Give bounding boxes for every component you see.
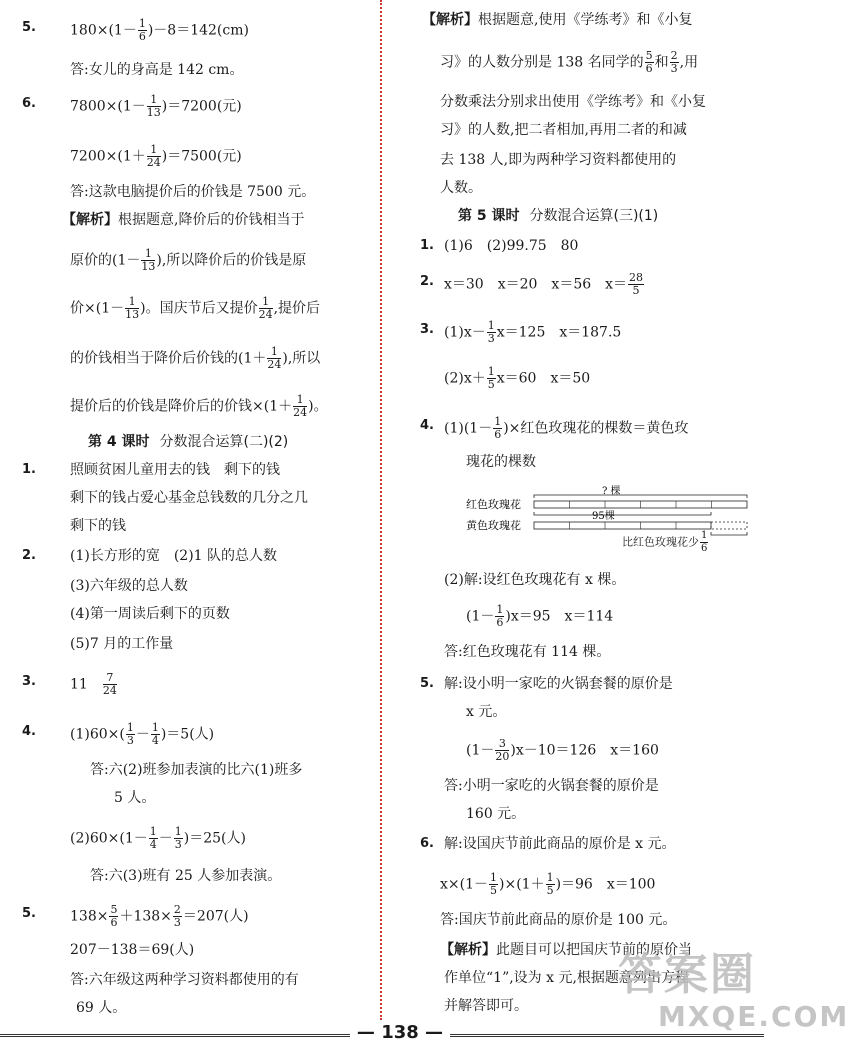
item-number: 5. [22, 20, 36, 35]
s4-calc-2: (2)60×(1－ $\frac{1}{4}$ － $\frac{1}{3}$ )＝25(人) [70, 825, 246, 851]
q6-analysis-1: 【解析】根据题意,降价后的价钱相当于 [62, 212, 305, 228]
diagram-brace-less [711, 532, 747, 535]
jx-line-3: 分数乘法分别求出使用《学练考》和《小复 [440, 94, 706, 110]
q6-analysis-3: 价×(1－ $\frac{1}{13}$ )。国庆节后又提价 $\frac{1}{24}$ ,提价后 [70, 295, 321, 321]
item-number: 3. [420, 322, 434, 337]
item-number: 4. [22, 724, 36, 739]
diagram-95-label: 95棵 [592, 511, 615, 522]
r6-analysis-2: 作单位“1”,设为 x 元,根据题意列出方程 [444, 970, 689, 986]
s2-line-3: (4)第一周读后剩下的页数 [70, 606, 230, 622]
jx-line-5: 去 138 人,即为两种学习资料都使用的 [440, 152, 677, 168]
q5-calculation: 180×(1－ $\frac{1}{6}$ )－8＝142(cm) [70, 17, 249, 43]
item-number: 6. [22, 96, 36, 111]
r5-line-1: 解:设小明一家吃的火锅套餐的原价是 [444, 676, 673, 692]
item-number: 1. [22, 462, 36, 477]
r5-answer-1: 答:小明一家吃的火锅套餐的原价是 [444, 778, 659, 794]
watermark [618, 938, 849, 1033]
r1-answer: (1)6 (2)99.75 80 [444, 238, 579, 254]
jx-line-2: 习》的人数分别是 138 名同学的 $\frac{5}{6}$ 和 $\frac{2}{3}$ ,用 [440, 49, 699, 75]
s2-line-4: (5)7 月的工作量 [70, 636, 174, 652]
diagram-red-ticks [570, 501, 712, 508]
r6-analysis-1: 【解析】此题目可以把国庆节前的原价当 [440, 942, 692, 958]
r6-line-1: 解:设国庆节前此商品的原价是 x 元。 [444, 836, 676, 852]
r4-line-1: (1)(1－ $\frac{1}{6}$ )×红色玫瑰花的棵数＝黄色玫 [444, 415, 689, 441]
r6-line-2: x×(1－ $\frac{1}{5}$ )×(1＋ $\frac{1}{5}$ )＝96 x＝100 [440, 871, 656, 897]
s4-calc-1: (1)60×( $\frac{1}{3}$ － $\frac{1}{4}$ )＝5(人) [70, 721, 215, 747]
r5-line-3: (1－ $\frac{3}{20}$ )x－10＝126 x＝160 [466, 737, 659, 763]
item-number: 5. [22, 906, 36, 921]
s5-answer-2: 69 人。 [76, 1000, 127, 1016]
r4-line-3: (2)解:设红色玫瑰花有 x 棵。 [444, 572, 626, 588]
s4-answer-1a: 答:六(2)班参加表演的比六(1)班多 [90, 762, 303, 778]
q6-analysis-5: 提价后的价钱是降价后的价钱×(1＋ $\frac{1}{24}$ )。 [70, 393, 328, 419]
page-footer [0, 1022, 764, 1044]
s1-line-3: 剩下的钱 [70, 518, 126, 534]
item-number: 1. [420, 238, 434, 253]
r5-answer-2: 160 元。 [466, 806, 526, 822]
lesson5-heading: 第 5 课时 分数混合运算(三)(1) [458, 208, 659, 224]
jx-line-4: 习》的人数,把二者相加,再用二者的和减 [440, 122, 687, 138]
r4-line-2: 瑰花的棵数 [466, 454, 536, 470]
watermark-logo: 答案圈 [618, 949, 756, 1000]
segment-diagram [462, 482, 762, 554]
q6-analysis-4: 的价钱相当于降价后价钱的(1＋ $\frac{1}{24}$ ),所以 [70, 345, 321, 371]
column-divider [380, 0, 382, 1020]
r6-answer: 答:国庆节前此商品的原价是 100 元。 [440, 912, 677, 928]
diagram-brace-95 [534, 512, 711, 515]
item-number: 2. [420, 274, 434, 289]
r4-line-4: (1－ $\frac{1}{6}$ )x＝95 x＝114 [466, 603, 614, 629]
s2-line-1: (1)长方形的宽 (2)1 队的总人数 [70, 548, 278, 564]
item-number: 4. [420, 418, 434, 433]
item-number: 3. [22, 674, 36, 689]
r5-line-2: x 元。 [466, 704, 507, 720]
diagram-red-label: 红色玫瑰花 [466, 498, 521, 511]
q5-answer: 答:女儿的身高是 142 cm。 [70, 62, 244, 78]
s2-line-2: (3)六年级的总人数 [70, 578, 188, 594]
r6-analysis-3: 并解答即可。 [444, 998, 528, 1014]
q6-calc-1: 7800×(1－ $\frac{1}{13}$ )＝7200(元) [70, 93, 242, 119]
r3-line-1: (1)x－ $\frac{1}{3}$ x＝125 x＝187.5 [444, 319, 622, 345]
s4-answer-1b: 5 人。 [114, 790, 156, 806]
s1-line-1: 照顾贫困儿童用去的钱 剩下的钱 [70, 462, 280, 478]
s4-answer-2: 答:六(3)班有 25 人参加表演。 [90, 868, 282, 884]
r3-line-2: (2)x＋ $\frac{1}{5}$ x＝60 x＝50 [444, 365, 591, 391]
s5-calc-2: 207－138＝69(人) [70, 942, 195, 958]
diagram-yellow-bar [534, 522, 711, 529]
item-number: 2. [22, 548, 36, 563]
diagram-brace-top [534, 495, 747, 498]
r4-answer: 答:红色玫瑰花有 114 棵。 [444, 644, 611, 660]
s5-calc-1: 138× $\frac{5}{6}$ ＋138× $\frac{2}{3}$ ＝207(人) [70, 903, 249, 929]
diagram-dashed-part [711, 522, 747, 529]
q6-calc-2: 7200×(1＋ $\frac{1}{24}$ )＝7500(元) [70, 143, 242, 169]
diagram-yellow-label: 黄色玫瑰花 [466, 519, 521, 532]
page-number: — 138 — [350, 1022, 450, 1043]
jx-line-1: 【解析】根据题意,使用《学练考》和《小复 [422, 12, 693, 28]
s5-answer-1: 答:六年级这两种学习资料都使用的有 [70, 972, 299, 988]
jx-line-6: 人数。 [440, 180, 482, 196]
lesson4-heading: 第 4 课时 分数混合运算(二)(2) [88, 434, 289, 450]
diagram-yellow-ticks [570, 522, 677, 529]
s3-answer: 11 $\frac{7}{24}$ [70, 671, 117, 697]
q6-analysis-2: 原价的(1－ $\frac{1}{13}$ ),所以降价后的价钱是原 [70, 247, 307, 273]
item-number: 6. [420, 836, 434, 851]
watermark-url: MXQE.COM [658, 1000, 849, 1033]
q6-answer: 答:这款电脑提价后的价钱是 7500 元。 [70, 184, 316, 200]
r2-answer: x＝30 x＝20 x＝56 x＝ $\frac{28}{5}$ [444, 271, 644, 297]
s1-line-2: 剩下的钱占爱心基金总钱数的几分之几 [70, 490, 308, 506]
diagram-question-label: ? 棵 [602, 486, 621, 497]
item-number: 5. [420, 676, 434, 691]
diagram-less-note: 比红色玫瑰花少 $\frac{1}{6}$ [622, 530, 708, 554]
